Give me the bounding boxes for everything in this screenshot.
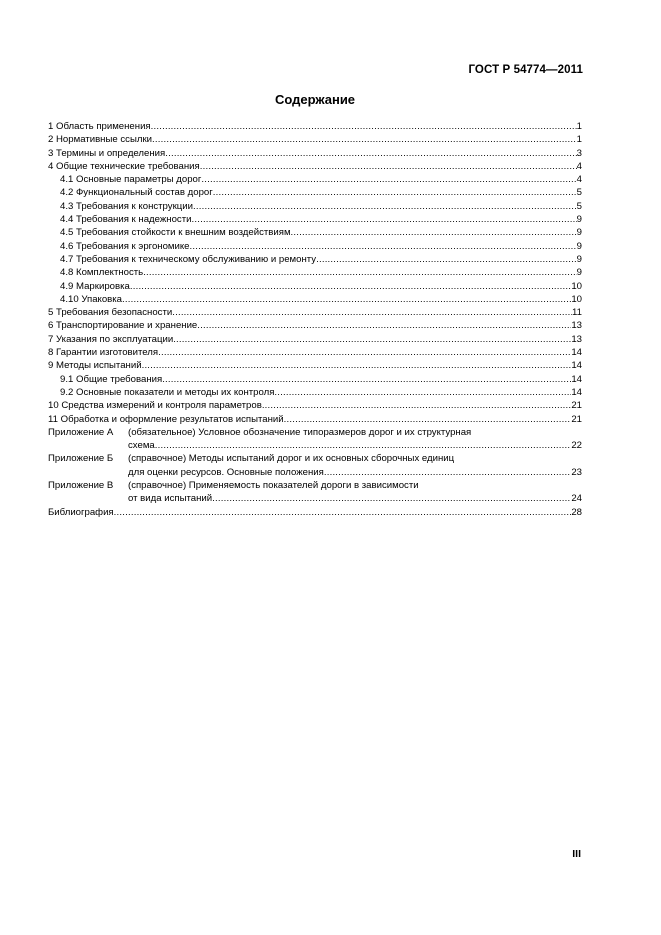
appendix-label: Приложение А: [48, 426, 114, 438]
dot-leader: [274, 386, 571, 399]
dot-leader: [155, 439, 572, 452]
toc-page-number: 3: [576, 147, 582, 159]
toc-entry-4-4[interactable]: [48, 213, 582, 226]
toc-entry-4-9[interactable]: [48, 280, 582, 293]
toc-entry-1[interactable]: [48, 120, 582, 133]
dot-leader: [191, 213, 576, 226]
toc-entry-text: Библиография: [48, 506, 114, 518]
toc-entry-text: 4.4 Требования к надежности: [60, 214, 192, 226]
dot-leader: [122, 293, 571, 306]
dot-leader: [324, 466, 571, 479]
toc-page-number: 13: [571, 333, 582, 345]
toc-page-number: 9: [576, 267, 582, 279]
toc-entry-10[interactable]: [48, 399, 582, 412]
toc-page-number: 22: [571, 440, 582, 452]
toc-page-number: 13: [571, 320, 582, 332]
appendix-title-continued: от вида испытаний: [128, 493, 213, 505]
appendix-a-entry[interactable]: [48, 426, 582, 453]
dot-leader: [284, 413, 572, 426]
dot-leader: [190, 240, 577, 253]
dot-leader: [152, 133, 577, 146]
toc-entry-text: 3 Термины и определения: [48, 147, 166, 159]
toc-page-number: 28: [571, 506, 582, 518]
toc-entry-text: 4 Общие технические требования: [48, 160, 200, 172]
toc-entry-4-10[interactable]: [48, 293, 582, 306]
toc-entry-text: 4.1 Основные параметры дорог: [60, 174, 202, 186]
toc-page-number: 14: [571, 386, 582, 398]
toc-page-number: 1: [576, 121, 582, 132]
toc-page-number: 5: [576, 187, 582, 199]
dot-leader: [165, 147, 576, 160]
dot-leader: [200, 160, 577, 173]
toc-title: Содержание: [274, 92, 356, 107]
toc-entry-6[interactable]: [48, 319, 582, 332]
toc-entry-text: 8 Гарантии изготовителя: [48, 347, 159, 359]
dot-leader: [114, 506, 572, 519]
toc-entry-text: 4.2 Функциональный состав дорог: [60, 187, 213, 199]
dot-leader: [130, 280, 571, 293]
toc-entry-text: 9 Методы испытаний: [48, 360, 142, 372]
toc-page-number: 9: [576, 227, 582, 239]
toc-entry-text: 4.10 Упаковка: [60, 293, 123, 305]
appendix-b-entry[interactable]: [48, 452, 582, 479]
toc-page-number: 21: [571, 400, 582, 412]
toc-entry-text: 9.1 Общие требования: [60, 373, 163, 385]
toc-entry-5[interactable]: [48, 306, 582, 319]
page-number: III: [572, 848, 581, 860]
dot-leader: [162, 373, 571, 386]
toc-page-number: 23: [571, 466, 582, 478]
appendix-title-continued: схема: [128, 440, 155, 452]
dot-leader: [172, 306, 572, 319]
toc-page-number: 10: [571, 280, 582, 292]
appendix-v-entry[interactable]: [48, 479, 582, 506]
toc-entry-text: 11 Обработка и оформление результатов испытаний: [48, 413, 284, 425]
toc-page-number: 9: [576, 253, 582, 265]
toc-page-number: 4: [576, 160, 582, 172]
toc-entry-11[interactable]: [48, 413, 582, 426]
dot-leader: [291, 226, 577, 239]
dot-leader: [173, 333, 571, 346]
toc-entry-9-1[interactable]: [48, 373, 582, 386]
appendix-title-continued: для оценки ресурсов. Основные положения: [128, 466, 324, 478]
toc-entry-3[interactable]: [48, 147, 582, 160]
toc-page-number: 14: [571, 360, 582, 372]
dot-leader: [158, 346, 571, 359]
toc-entry-9-2[interactable]: [48, 386, 582, 399]
toc-page-number: 11: [572, 307, 582, 319]
standard-code: ГОСТ Р 54774—2011: [468, 64, 583, 76]
appendix-label: Приложение Б: [48, 453, 114, 465]
toc-page-number: 24: [571, 493, 582, 505]
toc-entry-4-7[interactable]: [48, 253, 582, 266]
toc-entry-text: 4.9 Маркировка: [60, 280, 130, 292]
toc-entry-text: 7 Указания по эксплуатации: [48, 333, 174, 345]
toc-entry-text: 4.3 Требования к конструкции: [60, 200, 193, 212]
toc-entry-text: 10 Средства измерений и контроля параметров: [48, 400, 262, 412]
toc-entry-4-1[interactable]: [48, 173, 582, 186]
toc-page-number: 5: [576, 200, 582, 212]
dot-leader: [193, 200, 577, 213]
toc-page-number: 1: [576, 134, 582, 146]
toc-page-number: 9: [576, 240, 582, 252]
toc-page-number: 9: [576, 214, 582, 226]
toc-entry-4-8[interactable]: [48, 266, 582, 279]
dot-leader: [201, 173, 576, 186]
appendix-title-line: (справочное) Применяемость показателей дороги в зависимости: [128, 480, 419, 492]
dot-leader: [213, 186, 577, 199]
toc-entry-4-2[interactable]: [48, 186, 582, 199]
appendix-label: Приложение В: [48, 480, 114, 492]
table-of-contents: [48, 120, 582, 519]
toc-entry-4[interactable]: [48, 160, 582, 173]
toc-entry-8[interactable]: [48, 346, 582, 359]
toc-page-number: 10: [571, 293, 582, 305]
toc-entry-text: 9.2 Основные показатели и методы их контроля: [60, 386, 275, 398]
toc-entry-2[interactable]: [48, 133, 582, 146]
toc-entry-4-5[interactable]: [48, 226, 582, 239]
toc-entry-text: 4.7 Требования к техническому обслуживанию и ремонту: [60, 253, 317, 265]
toc-entry-bibliography[interactable]: [48, 506, 582, 519]
toc-entry-text: 4.6 Требования к эргономике: [60, 240, 190, 252]
dot-leader: [316, 253, 577, 266]
dot-leader: [212, 492, 571, 505]
appendix-title-line: (справочное) Методы испытаний дорог и их основных сборочных единиц: [128, 453, 455, 465]
toc-entry-text: 4.5 Требования стойкости к внешним воздействиям: [60, 227, 291, 239]
toc-page-number: 14: [571, 373, 582, 385]
toc-entry-7[interactable]: [48, 333, 582, 346]
toc-entry-text: 2 Нормативные ссылки: [48, 134, 153, 146]
dot-leader: [262, 399, 572, 412]
toc-entry-text: 1 Область применения: [48, 121, 151, 132]
toc-entry-text: 6 Транспортирование и хранение: [48, 320, 198, 332]
dot-leader: [143, 266, 576, 279]
dot-leader: [197, 319, 571, 332]
toc-entry-text: 4.8 Комплектность: [60, 267, 144, 279]
toc-page-number: 4: [576, 174, 582, 186]
toc-entry-4-6[interactable]: [48, 240, 582, 253]
toc-page-number: 14: [571, 347, 582, 359]
toc-entry-text: 5 Требования безопасности: [48, 307, 173, 319]
toc-entry-9[interactable]: [48, 359, 582, 372]
toc-entry-4-3[interactable]: [48, 200, 582, 213]
appendix-title-line: (обязательное) Условное обозначение типоразмеров дорог и их структурная: [128, 426, 472, 438]
dot-leader: [142, 359, 572, 372]
dot-leader: [151, 120, 577, 133]
toc-page-number: 21: [571, 413, 582, 425]
